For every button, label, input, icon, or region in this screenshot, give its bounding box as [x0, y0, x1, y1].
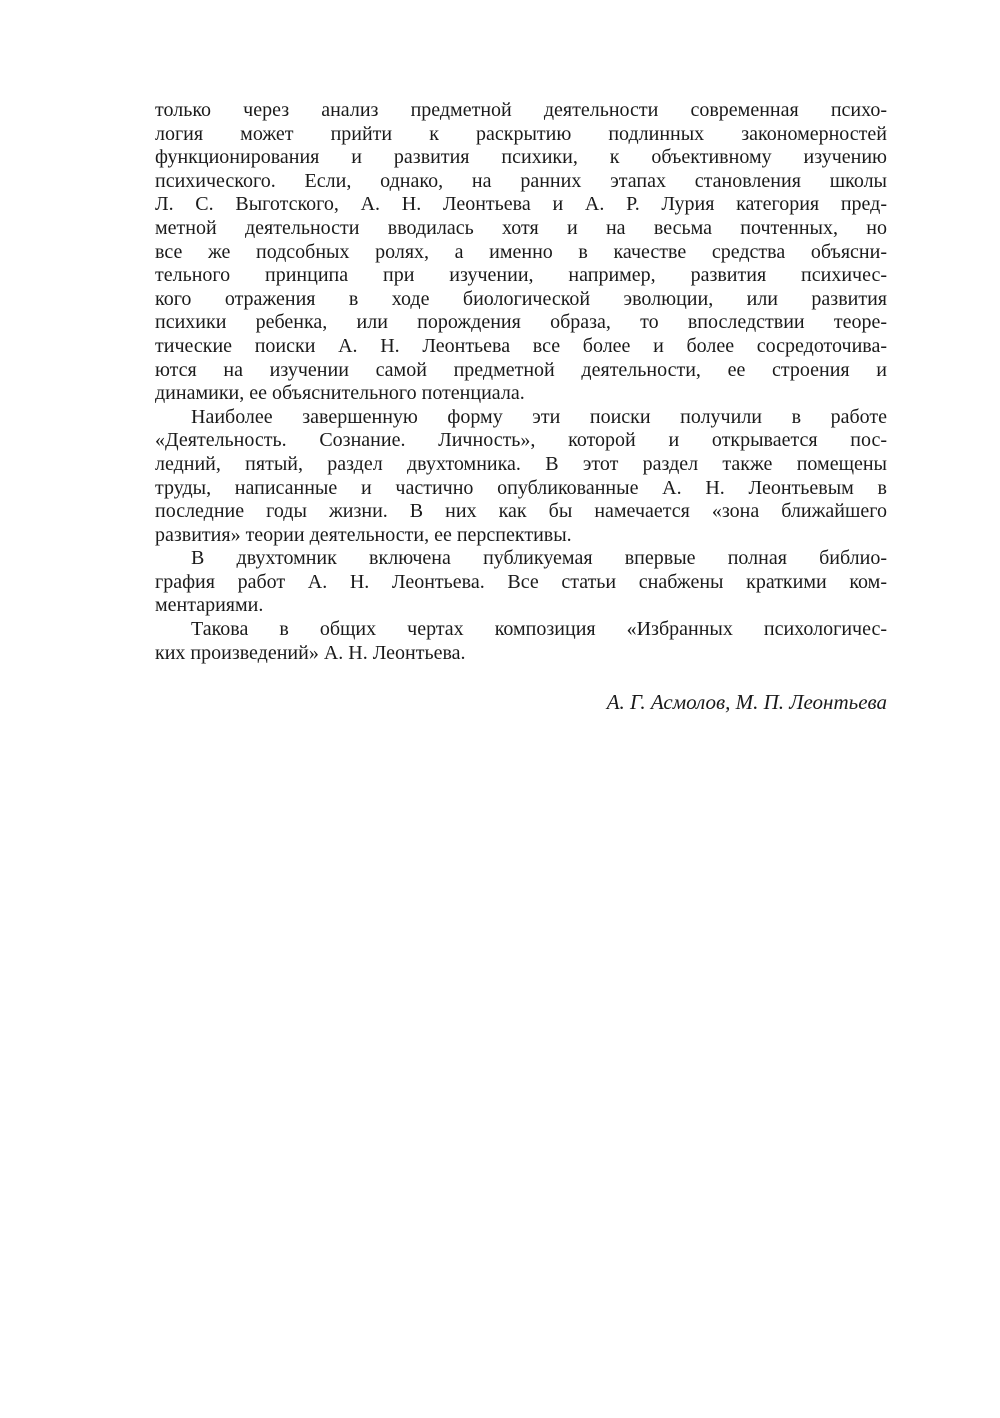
text-line: все же подсобных ролях, а именно в качестве средства объясни- — [155, 240, 887, 263]
text-line: последние годы жизни. В них как бы намечается «зона ближайшего — [155, 500, 887, 523]
text-line: В двухтомник включена публикуемая впервые полная библио- — [191, 547, 887, 570]
text-line: ледний, пятый, раздел двухтомника. В этот раздел также помещены — [155, 452, 887, 475]
text-line: развития» теории деятельности, ее перспективы. — [155, 523, 572, 546]
text-line: Наиболее завершенную форму эти поиски получили в работе — [191, 405, 887, 428]
text-line: динамики, ее объяснительного потенциала. — [155, 382, 525, 405]
text-line: ются на изучении самой предметной деятельности, ее строения и — [155, 358, 887, 381]
text-line: кого отражения в ходе биологической эволюции, или развития — [155, 287, 887, 310]
text-line: Л. С. Выготского, А. Н. Леонтьева и А. Р. Лурия категория пред- — [155, 193, 887, 216]
text-line: «Деятельность. Сознание. Личность», которой и открывается пос- — [155, 429, 887, 452]
text-line: ментариями. — [155, 594, 264, 617]
text-line: психического. Если, однако, на ранних этапах становления школы — [155, 169, 887, 192]
text-line: функционирования и развития психики, к объективному изучению — [155, 146, 887, 169]
text-line: Такова в общих чертах композиция «Избранных психологичес- — [191, 618, 887, 641]
text-line: тические поиски А. Н. Леонтьева все более и более сосредоточива- — [155, 334, 887, 357]
body-text — [155, 99, 887, 665]
text-line: тельного принципа при изучении, например, развития психичес- — [155, 264, 887, 287]
text-line: труды, написанные и частично опубликованные А. Н. Леонтьевым в — [155, 476, 887, 499]
text-line: графия работ А. Н. Леонтьева. Все статьи снабжены краткими ком- — [155, 570, 887, 593]
text-line: только через анализ предметной деятельности современная психо- — [155, 99, 887, 121]
text-line: метной деятельности вводилась хотя и на весьма почтенных, но — [155, 216, 887, 239]
author-signature: А. Г. Асмолов, М. П. Леонтьева — [606, 690, 887, 714]
text-line: логия может прийти к раскрытию подлинных закономерностей — [155, 122, 887, 145]
text-line: психики ребенка, или порождения образа, то впоследствии теоре- — [155, 311, 887, 334]
text-line: ких произведений» А. Н. Леонтьева. — [155, 641, 466, 664]
